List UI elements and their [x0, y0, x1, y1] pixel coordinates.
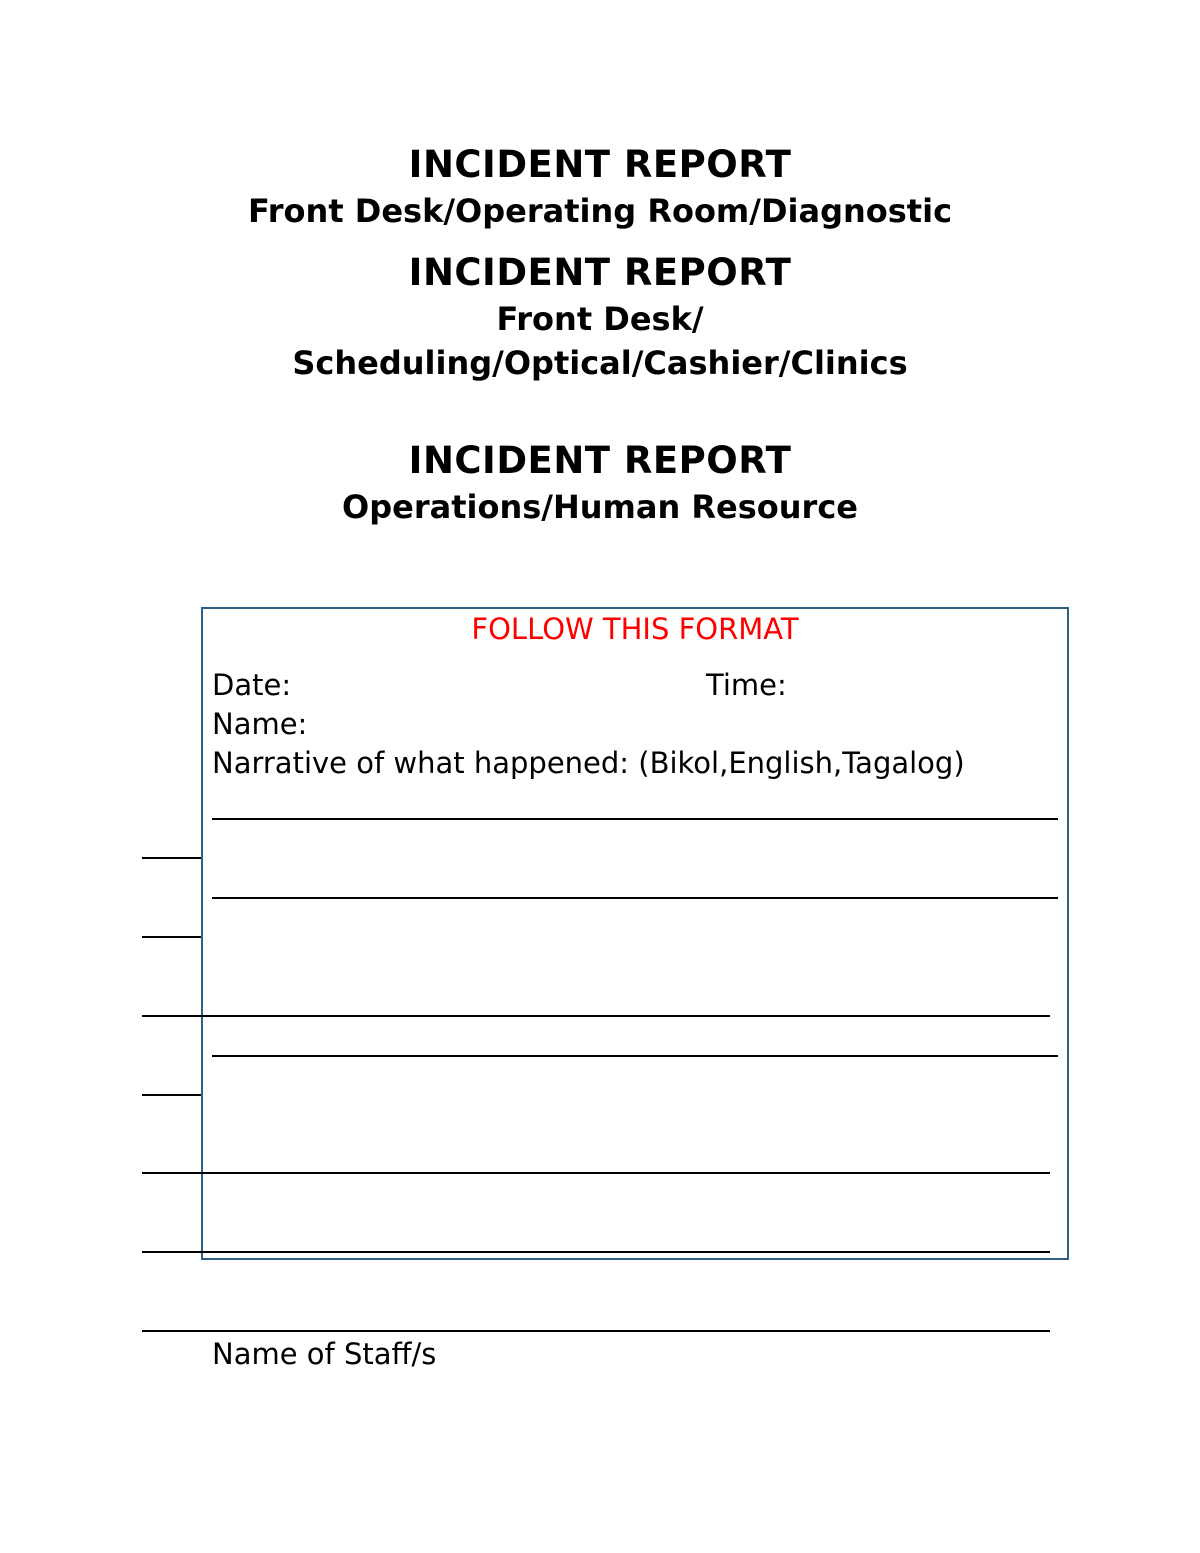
time-label: Time:	[706, 668, 787, 702]
left-stub-line-2	[142, 936, 201, 938]
section-1-title: INCIDENT REPORT	[408, 143, 792, 186]
left-stub-line-3	[142, 1094, 201, 1096]
narrative-label: Narrative of what happened: (Bikol,English,Tagalog)	[212, 746, 965, 780]
format-box	[201, 607, 1069, 1260]
section-2-title: INCIDENT REPORT	[408, 251, 792, 294]
section-2-subtitle-line-1: Front Desk/	[496, 300, 704, 338]
narrative-line-3	[212, 1055, 1058, 1057]
section-3-subtitle: Operations/Human Resource	[342, 488, 858, 526]
format-box-title: FOLLOW THIS FORMAT	[471, 612, 799, 646]
writing-line-1	[142, 1015, 1050, 1017]
signature-line	[142, 1330, 1050, 1332]
name-label: Name:	[212, 707, 308, 741]
writing-line-2	[142, 1172, 1050, 1174]
section-3-title: INCIDENT REPORT	[408, 439, 792, 482]
left-stub-line-1	[142, 857, 201, 859]
date-label: Date:	[212, 668, 292, 702]
narrative-line-1	[212, 818, 1058, 820]
writing-line-3	[142, 1251, 1050, 1253]
narrative-line-2	[212, 897, 1058, 899]
section-2-subtitle-line-2: Scheduling/Optical/Cashier/Clinics	[292, 344, 908, 382]
staff-name-label: Name of Staff/s	[212, 1337, 437, 1371]
section-1-subtitle: Front Desk/Operating Room/Diagnostic	[247, 192, 953, 230]
